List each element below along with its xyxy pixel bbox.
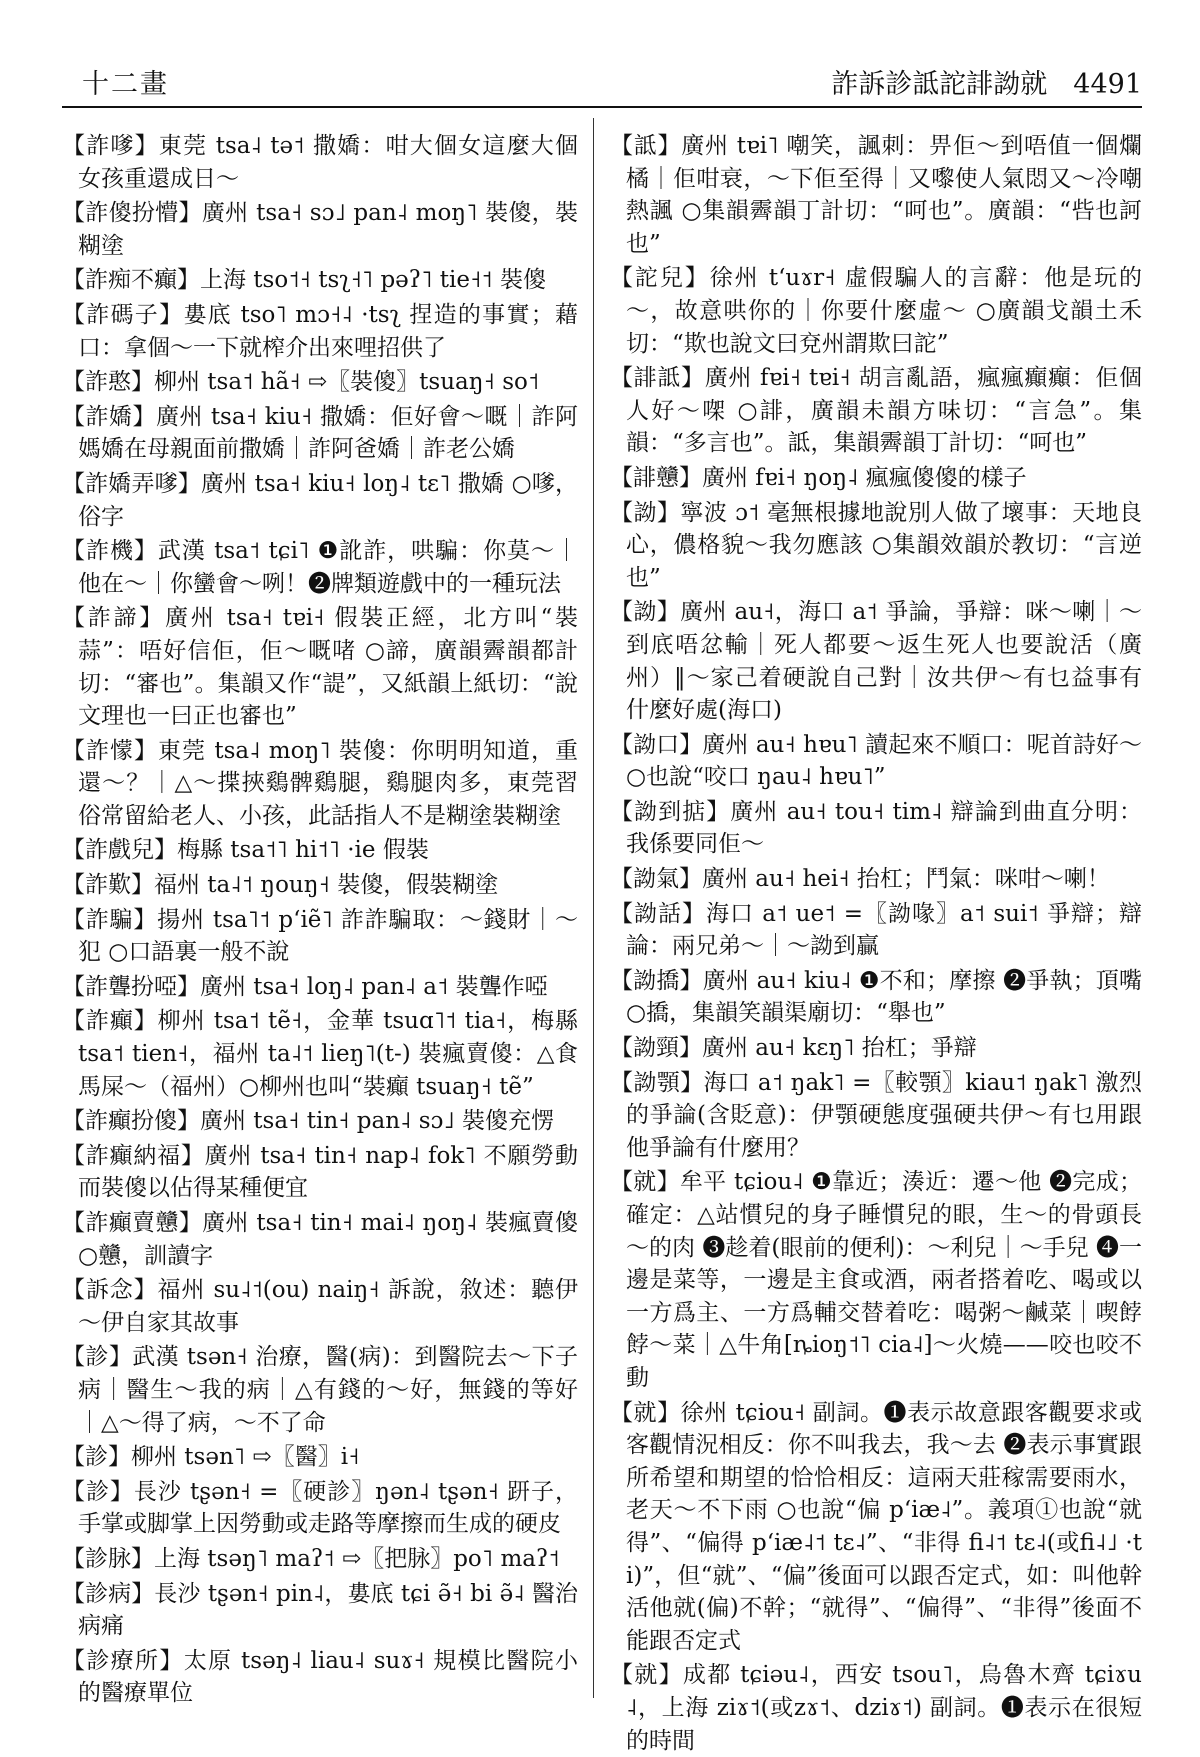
dictionary-entry: 【詏顎】海口 a˦ ŋak˥ =〖較顎〗kiau˦ ŋak˥ 激烈的爭論(含貶意)：伊顎硬態度强硬共伊～有乜用跟他爭論有什麼用？: [610, 1069, 1142, 1161]
dictionary-entry: 【詏】廣州 au˧，海口 a˦ 爭論，爭辯：咪～喇｜～到底唔忿輸｜死人都要～返生死人也要說活（廣州）‖～家己着硬說自己對｜汝共伊～有乜益事有什麼好處(海口): [610, 599, 1142, 724]
dictionary-entry: 【詐嬌】廣州 tsa˧ kiu˧ 撒嬌：佢好會～嘅｜詐阿媽嬌在母親面前撒嬌｜詐阿爸嬌｜詐老公嬌: [62, 403, 578, 463]
dictionary-entry: 【詏到掂】廣州 au˧ tou˧ tim˨ 辯論到曲直分明：我係要同佢～: [610, 798, 1142, 858]
dictionary-entry: 【詐傻扮懵】廣州 tsa˧ sɔ˩ pan˨ moŋ˥ 裝傻，裝糊塗: [62, 200, 578, 259]
dictionary-entry: 【訴念】福州 su˨˦(ou) naiŋ˧ 訴說，敘述：聽伊～伊自家其故事: [62, 1277, 578, 1336]
dictionary-entry: 【詐癲扮傻】廣州 tsa˧ tin˧ pan˨ sɔ˩ 裝傻充愣: [62, 1108, 555, 1135]
dictionary-entry: 【診療所】太原 tsəŋ˨ liau˨ suɤ˧ 規模比醫院小的醫療單位: [62, 1647, 578, 1707]
dictionary-entry: 【就】成都 tɕiəu˨，西安 tsou˥，烏魯木齊 tɕiɤu˨，上海 ziɤ˦(或zɤ˦、dziɤ˦) 副詞。❶表示在很短的時間: [610, 1662, 1142, 1754]
dictionary-entry: 【詏】寧波 ɔ˦ 毫無根據地說別人做了壞事：天地良心，儂格貌～我勿應該 ○集韻效韻於教切：“言逆也”: [610, 499, 1142, 591]
header-characters: 詐訴診詆詑誹詏就: [831, 69, 1048, 100]
column-divider: [593, 118, 594, 1698]
dictionary-entry: 【詐碼子】婁底 tso˥ mɔ˧˨ ·tsʅ 捏造的事實；藉口：拿個～一下就榨介出來哩招供了: [62, 301, 578, 361]
dictionary-entry: 【詏頸】廣州 au˧ kɛŋ˥ 抬杠；爭辯: [610, 1035, 977, 1062]
dictionary-entry: 【就】牟平 tɕiou˨ ❶靠近；湊近：遷～他 ❷完成；確定：△站慣兒的身子睡慣兒的眼，生～的骨頭長～的肉 ❸趁着(眼前的便利)：～利兒｜～手兒 ❹一邊是菜等，一邊是主食或酒，兩者搭着吃、喝或以一方爲主、一方爲輔交替着吃：喝粥～鹹菜｜喫餑餑～菜｜△牛角[ȵioŋ˦˥ cia˨]～火燒——咬也咬不動: [610, 1169, 1142, 1391]
dictionary-entry: 【詑兒】徐州 tʻuɤr˧ 虛假騙人的言辭：他是玩的～，故意哄你的｜你要什麼虛～ ○廣韻戈韻土禾切：“欺也說文曰兗州謂欺曰詑”: [610, 265, 1142, 357]
dictionary-entry: 【診】長沙 tʂən˧ =〖硬診〗ŋən˨ tʂən˧ 趼子，手掌或脚掌上因勞動或走路等摩擦而生成的硬皮: [62, 1478, 578, 1538]
dictionary-entry: 【詆】廣州 tɐi˥ 嘲笑，諷刺：畀佢～到唔值一個爛橘｜佢咁衰，～下佢至得｜又嚟使人氣悶又～冷嘲熱諷 ○集韻霽韻丁計切：“呵也”。廣韻：“呰也訶也”: [610, 133, 1142, 257]
dictionary-entry: 【詏氣】廣州 au˧ hei˧ 抬杠；鬥氣：咪咁～喇！: [610, 866, 1110, 893]
dictionary-entry: 【詐癲】柳州 tsa˦ tẽ˧，金華 tsuɑ˥˦ tia˧，梅縣 tsa˦ tien˧，福州 ta˨˦ lieŋ˥(t-) 裝瘋賣傻：△食馬屎～（福州）○柳州也叫“裝癲 tsuaŋ˧ tẽ”: [62, 1008, 578, 1100]
dictionary-entry: 【詏撟】廣州 au˧ kiu˨ ❶不和；摩擦 ❷爭執；頂嘴 ○撟，集韻笑韻渠廟切：“舉也”: [610, 967, 1142, 1027]
dictionary-entry: 【詐諦】廣州 tsa˧ tɐi˧ 假裝正經，北方叫“裝蒜”：唔好信佢，佢～嘅啫 ○諦，廣韻霽韻都計切：“審也”。集韻又作“諟”，又紙韻上紙切：“說文理也一曰正也審也”: [62, 605, 578, 730]
dictionary-entry: 【詐痴不癲】上海 tso˦˧ tsʅ˧˥ pəʔ˥ tie˧˦ 裝傻: [62, 267, 546, 294]
dictionary-entry: 【詐機】武漢 tsa˦ tɕi˥ ❶訛詐，哄騙：你莫～｜他在～｜你蠻會～咧！❷牌類遊戲中的一種玩法: [62, 538, 578, 597]
dictionary-entry: 【詐嬌弄嗲】廣州 tsa˧ kiu˧ loŋ˨ tɛ˥ 撒嬌 ○嗲，俗字: [62, 470, 578, 530]
dictionary-entry: 【詐癲賣戇】廣州 tsa˧ tin˧ mai˨ ŋoŋ˨ 裝瘋賣傻 ○戇，訓讀字: [62, 1210, 578, 1269]
dictionary-entry: 【詐戲兒】梅縣 tsa˦˥ hi˦˥ ·ie 假裝: [62, 837, 429, 864]
header-right: [831, 62, 1142, 101]
page-header: [0, 0, 1200, 100]
page-number: 4491: [1073, 69, 1142, 100]
dictionary-entry: 【就】徐州 tɕiou˧ 副詞。❶表示故意跟客觀要求或客觀情況相反：你不叫我去，我～去 ❷表示事實跟所希望和期望的恰恰相反：這兩天莊稼需要雨水，老天～不下雨 ○也說“偏 pʻiæ˨”。義項①也說“就得”、“偏得 pʻiæ˨˦ tɛ˨”、“非得 fi˨˦ tɛ˨(或fi˨˩ ·ti)”，但“就”、“偏”後面可以跟否定式，如：叫他幹活他就(偏)不幹；“就得”、“偏得”、“非得”後面不能跟否定式: [610, 1399, 1142, 1654]
dictionary-entry: 【詐懞】東莞 tsa˨ moŋ˥ 裝傻：你明明知道，重還～？｜△～揲挾鷄髀鷄腿，鷄腿肉多，東莞習俗常留給老人、小孩，此話指人不是糊塗裝糊塗: [62, 737, 578, 829]
dictionary-entry: 【詐騙】揚州 tsa˥˦ pʻiẽ˥ 詐詐騙取：～錢財｜～犯 ○口語裏一般不說: [62, 906, 578, 966]
left-column: [62, 130, 578, 1707]
dictionary-entry: 【診病】長沙 tʂən˧ pin˨，婁底 tɕi ə̃˧ bi ə̃˨ 醫治病痛: [62, 1580, 578, 1640]
dictionary-entry: 【詏話】海口 a˦ ue˦ =〖詏喙〗a˦ sui˦ 爭辯；辯論：兩兄弟～｜～詏到贏: [610, 900, 1142, 960]
dictionary-entry: 【詐嗲】東莞 tsa˨ tə˦ 撒嬌：咁大個女這麼大個女孩重還成日～: [62, 133, 578, 192]
dictionary-entry: 【詐聾扮啞】廣州 tsa˧ loŋ˨ pan˨ a˦ 裝聾作啞: [62, 973, 548, 1000]
dictionary-entry: 【診】柳州 tsən˥ ⇨〖醫〗i˧: [62, 1444, 360, 1471]
header-rule: [62, 106, 1142, 108]
right-column: [610, 130, 1142, 1754]
dictionary-entry: 【詐憨】柳州 tsa˦ hã˧ ⇨〖裝傻〗tsuaŋ˧ so˦: [62, 369, 540, 396]
dictionary-entry: 【診脉】上海 tsəŋ˥ maʔ˦ ⇨〖把脉〗po˥ maʔ˦: [62, 1545, 560, 1572]
dictionary-entry: 【診】武漢 tsən˧ 治療，醫(病)：到醫院去～下子病｜醫生～我的病｜△有錢的～好，無錢的等好｜△～得了病，～不了命: [62, 1344, 578, 1436]
dictionary-entry: 【誹詆】廣州 fɐi˧ tɐi˧ 胡言亂語，瘋瘋癲癲：佢個人好～㗎 ○誹，廣韻未韻方味切：“言急”。集韻：“多言也”。詆，集韻霽韻丁計切：“呵也”: [610, 365, 1142, 457]
dictionary-entry: 【詏口】廣州 au˧ hɐu˥ 讀起來不順口：呢首詩好～ ○也說“咬口 ŋau˨ hɐu˥”: [610, 731, 1142, 791]
section-title: 十二畫: [82, 69, 169, 100]
dictionary-entry: 【誹戇】廣州 fɐi˧ ŋoŋ˨ 瘋瘋傻傻的樣子: [610, 464, 1027, 491]
dictionary-entry: 【詐歎】福州 ta˨˦ ŋouŋ˧ 裝傻，假裝糊塗: [62, 872, 499, 899]
dictionary-entry: 【詐癲納福】廣州 tsa˧ tin˧ nap˨ fok˥ 不願勞動而裝傻以佔得某種便宜: [62, 1142, 578, 1202]
